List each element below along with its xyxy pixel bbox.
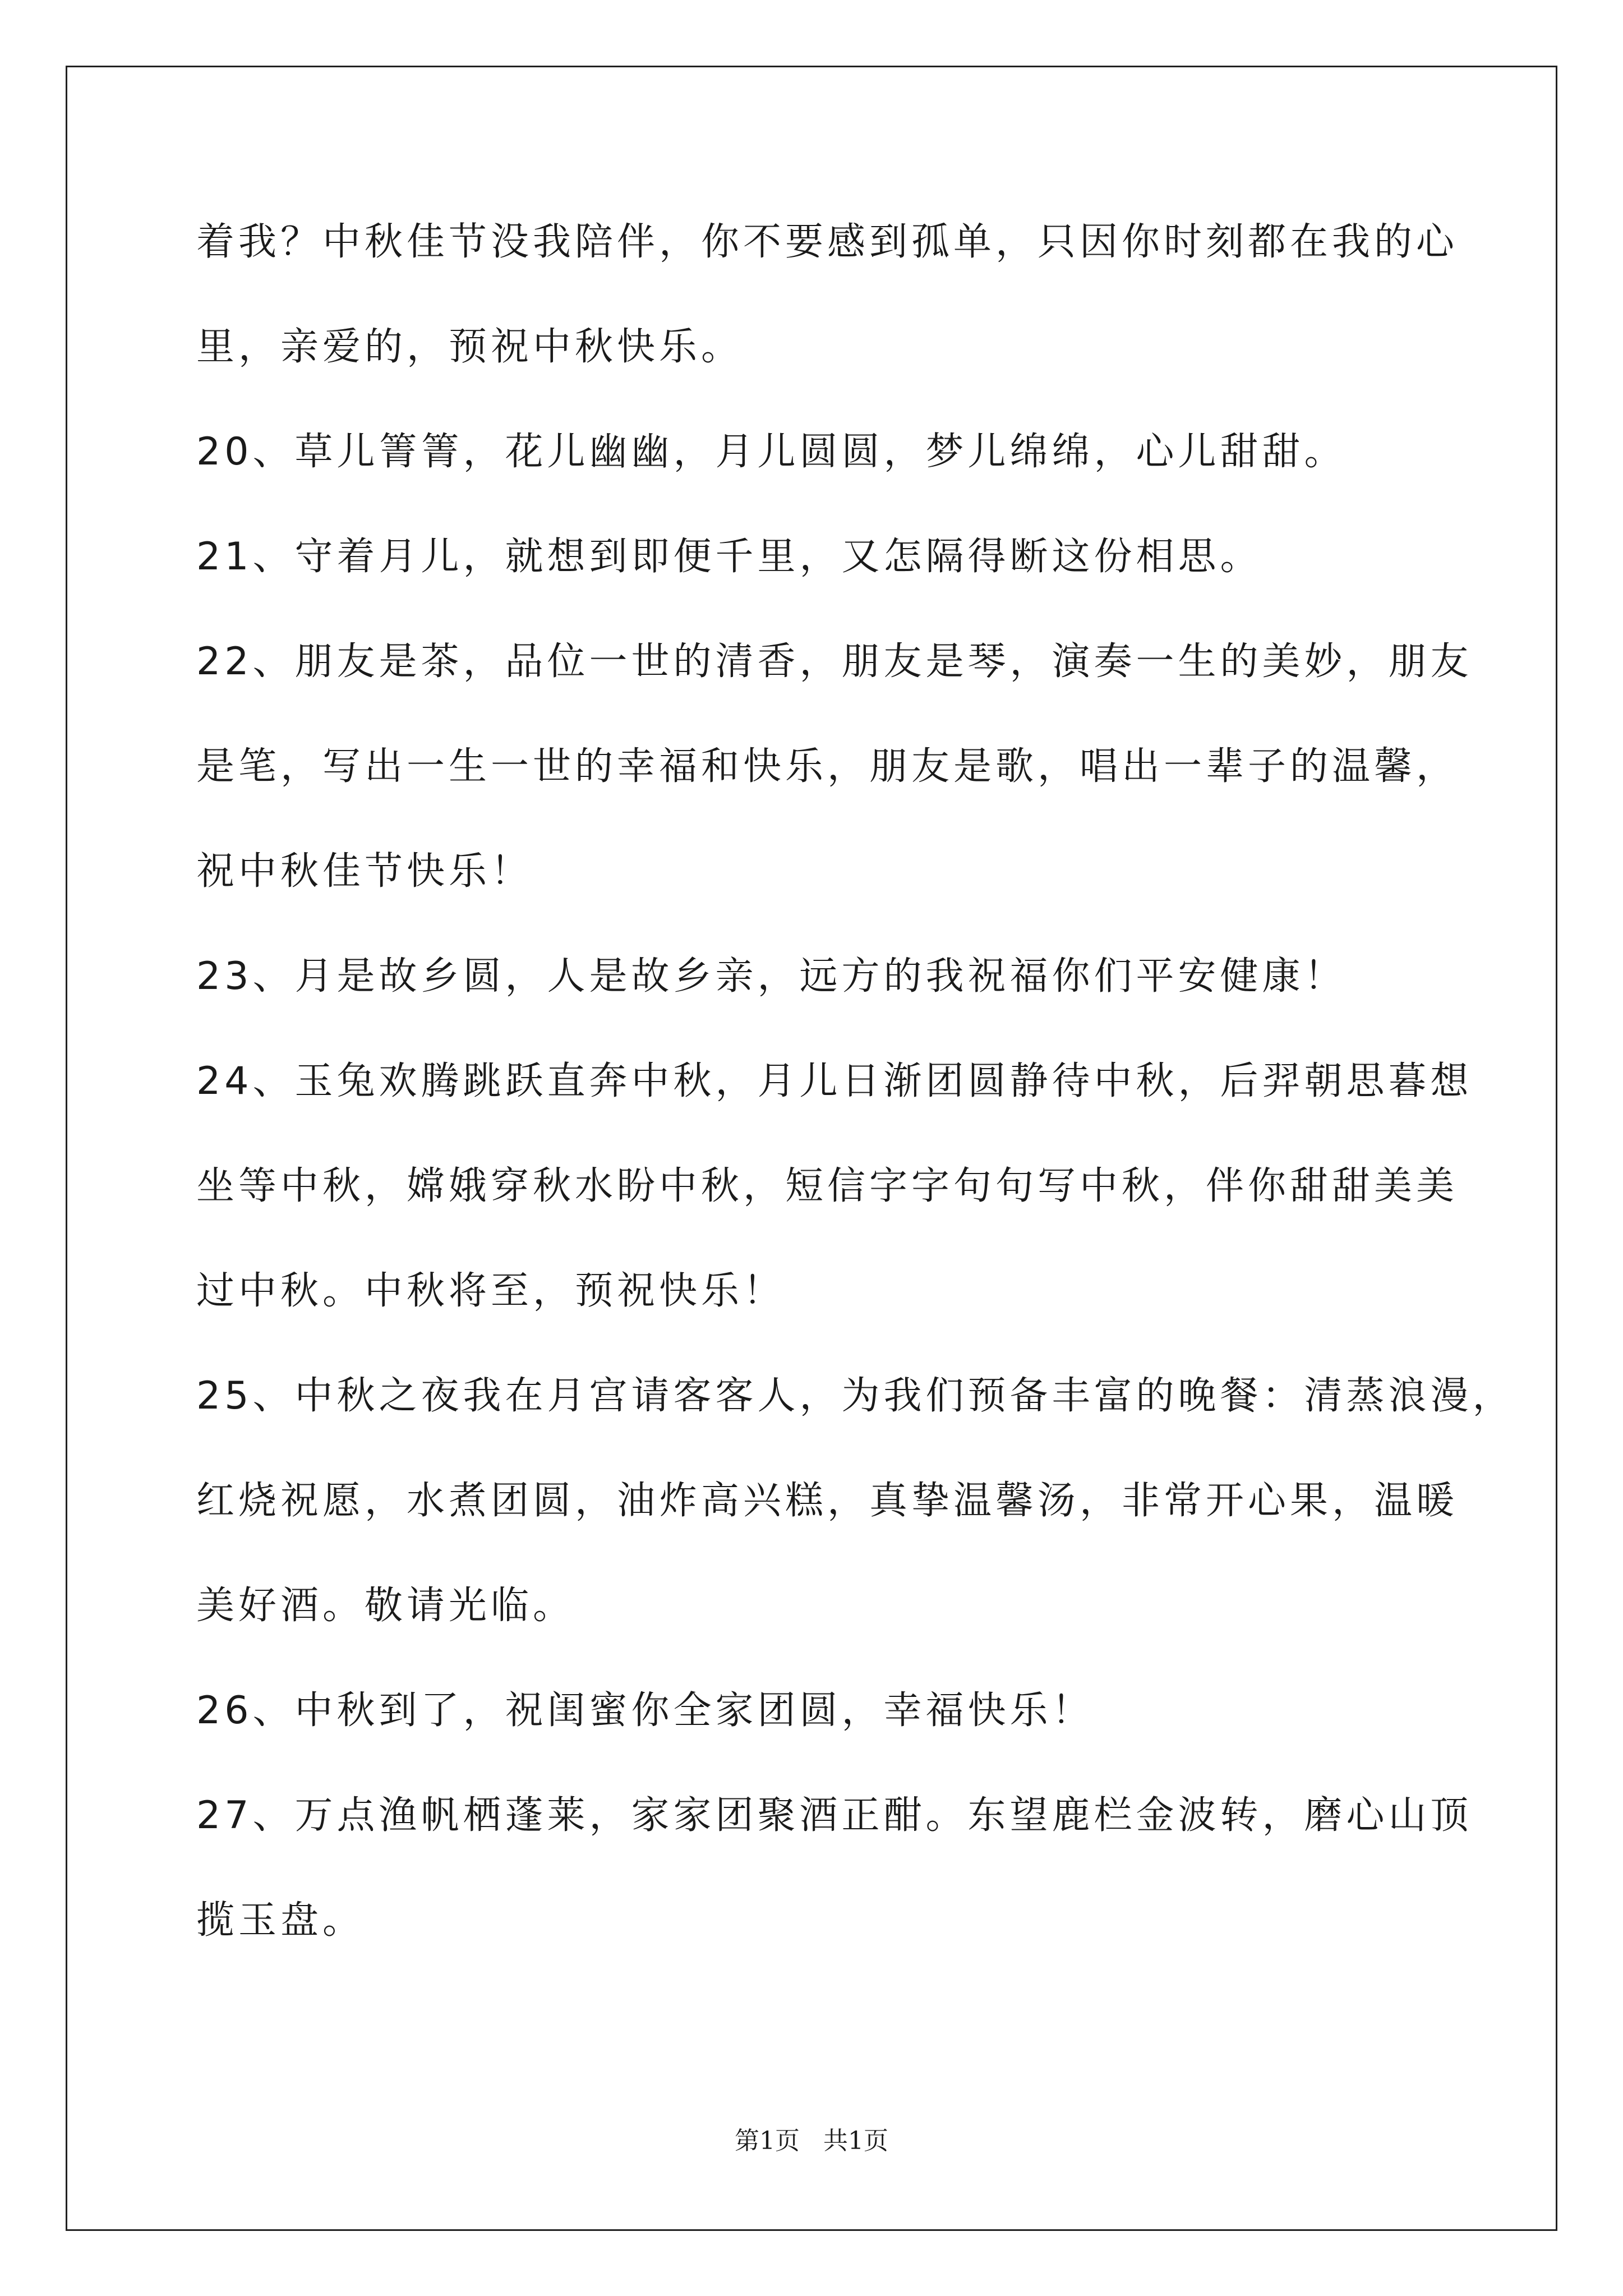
text-line: 24、玉兔欢腾跳跃直奔中秋，月儿日渐团圆静待中秋，后羿朝思暮想 (196, 1059, 1473, 1103)
text-line: 20、草儿箐箐，花儿幽幽，月儿圆圆，梦儿绵绵，心儿甜甜。 (196, 430, 1347, 474)
text-line: 过中秋。中秋将至，预祝快乐！ (196, 1269, 786, 1313)
text-line: 揽玉盘。 (196, 1898, 365, 1943)
text-line: 23、月是故乡圆，人是故乡亲，远方的我祝福你们平安健康！ (196, 954, 1347, 999)
text-line: 22、朋友是茶，品位一世的清香，朋友是琴，演奏一生的美妙，朋友 (196, 639, 1473, 684)
document-body (196, 220, 1515, 2007)
text-line: 祝中秋佳节快乐！ (196, 849, 533, 894)
page-footer: 第1页 共1页 (735, 2127, 888, 2155)
text-line: 是笔，写出一生一世的幸福和快乐，朋友是歌，唱出一辈子的温馨， (196, 744, 1459, 789)
text-line: 25、中秋之夜我在月宫请客客人，为我们预备丰富的晚餐：清蒸浪漫， (196, 1374, 1515, 1418)
text-line: 里，亲爱的，预祝中秋快乐。 (196, 325, 744, 369)
text-line: 红烧祝愿，水煮团圆，油炸高兴糕，真挚温馨汤，非常开心果，温暖 (196, 1479, 1459, 1523)
text-line: 美好酒。敬请光临。 (196, 1584, 575, 1628)
text-line: 坐等中秋，嫦娥穿秋水盼中秋，短信字字句句写中秋，伴你甜甜美美 (196, 1164, 1459, 1208)
text-line: 21、守着月儿，就想到即便千里，又怎隔得断这份相思。 (196, 535, 1262, 579)
text-line: 27、万点渔帆栖蓬莱，家家团聚酒正酣。东望鹿栏金波转，磨心山顶 (196, 1793, 1473, 1838)
text-line: 26、中秋到了，祝闺蜜你全家团圆，幸福快乐！ (196, 1688, 1094, 1733)
text-line: 着我？中秋佳节没我陪伴，你不要感到孤单，只因你时刻都在我的心 (196, 220, 1459, 264)
